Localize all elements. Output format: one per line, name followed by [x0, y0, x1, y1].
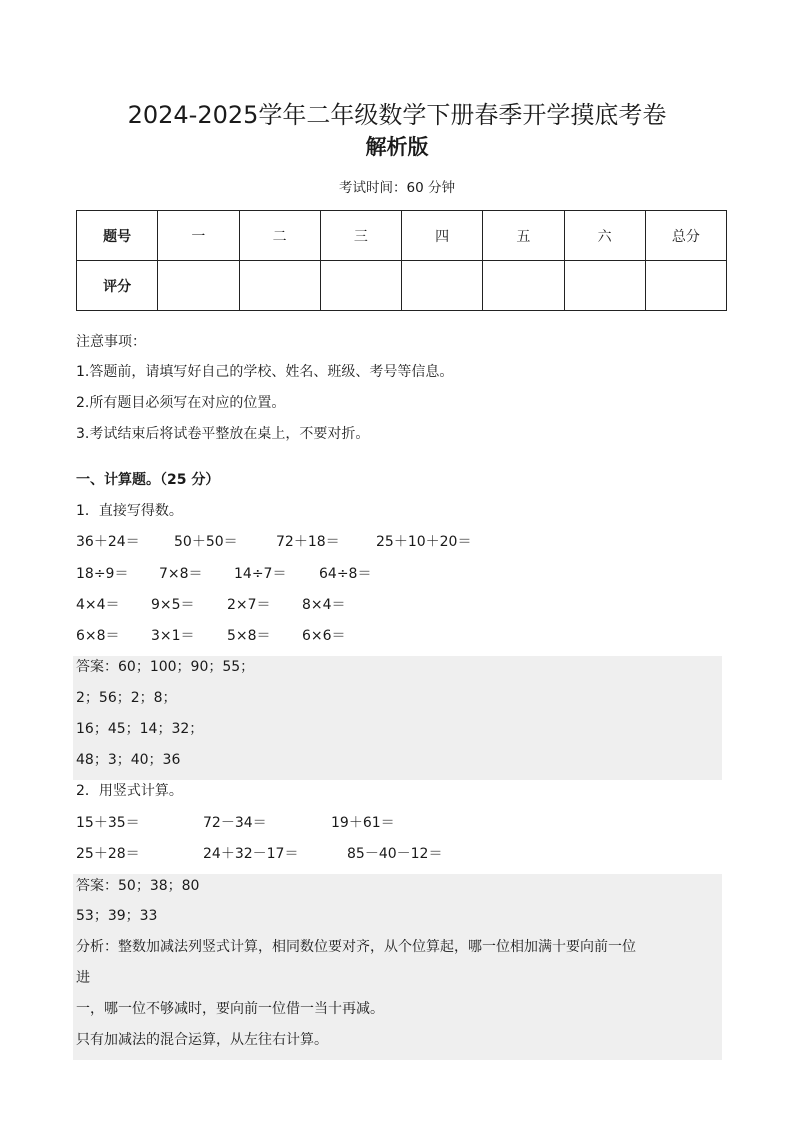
page-title: 2024-2025学年二年级数学下册春季开学摸底考卷: [127, 101, 667, 129]
note-item: 1.答题前，请填写好自己的学校、姓名、班级、考号等信息。: [76, 364, 454, 380]
score-header-cell: 四: [402, 211, 483, 261]
notes-heading: 注意事项：: [76, 334, 146, 350]
page-subtitle: 解析版: [365, 135, 429, 159]
problem-item: 85－40－12＝: [347, 846, 443, 862]
section-heading: 一、计算题。（25 分）: [76, 472, 220, 488]
score-header-cell: 题号: [77, 211, 158, 261]
score-header-cell: 一: [158, 211, 239, 261]
problem-item: 6×6＝: [302, 628, 346, 644]
score-header-cell: 总分: [645, 211, 726, 261]
answer-line: 53；39；33: [76, 908, 158, 924]
problem-item: 4×4＝: [76, 597, 120, 613]
problem-item: 72－34＝: [203, 815, 267, 831]
score-header-cell: 六: [564, 211, 645, 261]
score-table-header-row: [77, 211, 727, 261]
problem-item: 14÷7＝: [234, 566, 287, 582]
problem-item: 24＋32－17＝: [203, 846, 299, 862]
question-prompt: 1．直接写得数。: [76, 503, 183, 519]
problem-item: 36＋24＝: [76, 534, 140, 550]
score-input-cell[interactable]: [645, 261, 726, 311]
score-input-cell[interactable]: [564, 261, 645, 311]
problem-item: 3×1＝: [151, 628, 195, 644]
score-header-cell: 二: [239, 211, 320, 261]
problem-item: 50＋50＝: [174, 534, 238, 550]
problem-item: 7×8＝: [159, 566, 203, 582]
score-input-cell[interactable]: [239, 261, 320, 311]
problem-item: 15＋35＝: [76, 815, 140, 831]
problem-item: 8×4＝: [302, 597, 346, 613]
score-input-cell[interactable]: [483, 261, 564, 311]
answer-line: 答案：60；100；90；55；: [76, 659, 255, 675]
score-table: [76, 210, 727, 311]
problem-item: 25＋10＋20＝: [376, 534, 472, 550]
score-input-cell[interactable]: [402, 261, 483, 311]
score-input-cell[interactable]: [320, 261, 401, 311]
score-header-cell: 五: [483, 211, 564, 261]
problem-item: 6×8＝: [76, 628, 120, 644]
analysis-line: 只有加减法的混合运算，从左往右计算。: [76, 1032, 328, 1048]
answer-line: 答案：50；38；80: [76, 878, 200, 894]
problem-item: 9×5＝: [151, 597, 195, 613]
note-item: 3.考试结束后将试卷平整放在桌上，不要对折。: [76, 426, 370, 442]
analysis-line: 一，哪一位不够减时，要向前一位借一当十再减。: [76, 1001, 384, 1017]
question-prompt: 2．用竖式计算。: [76, 783, 183, 799]
analysis-line: 进: [76, 970, 90, 986]
problem-item: 5×8＝: [227, 628, 271, 644]
answer-line: 2；56；2；8；: [76, 690, 177, 706]
score-table-score-row: [77, 261, 727, 311]
problem-item: 25＋28＝: [76, 846, 140, 862]
exam-time: 考试时间：60 分钟: [339, 180, 455, 196]
analysis-line: 分析：整数加减法列竖式计算，相同数位要对齐，从个位算起，哪一位相加满十要向前一位: [76, 939, 636, 955]
score-row-label: 评分: [77, 261, 158, 311]
answer-line: 48；3；40；36: [76, 752, 181, 768]
problem-item: 18÷9＝: [76, 566, 129, 582]
problem-item: 64÷8＝: [319, 566, 372, 582]
problem-item: 72＋18＝: [276, 534, 340, 550]
problem-item: 19＋61＝: [331, 815, 395, 831]
problem-item: 2×7＝: [227, 597, 271, 613]
score-input-cell[interactable]: [158, 261, 239, 311]
score-header-cell: 三: [320, 211, 401, 261]
answer-line: 16；45；14；32；: [76, 721, 204, 737]
note-item: 2.所有题目必须写在对应的位置。: [76, 395, 286, 411]
